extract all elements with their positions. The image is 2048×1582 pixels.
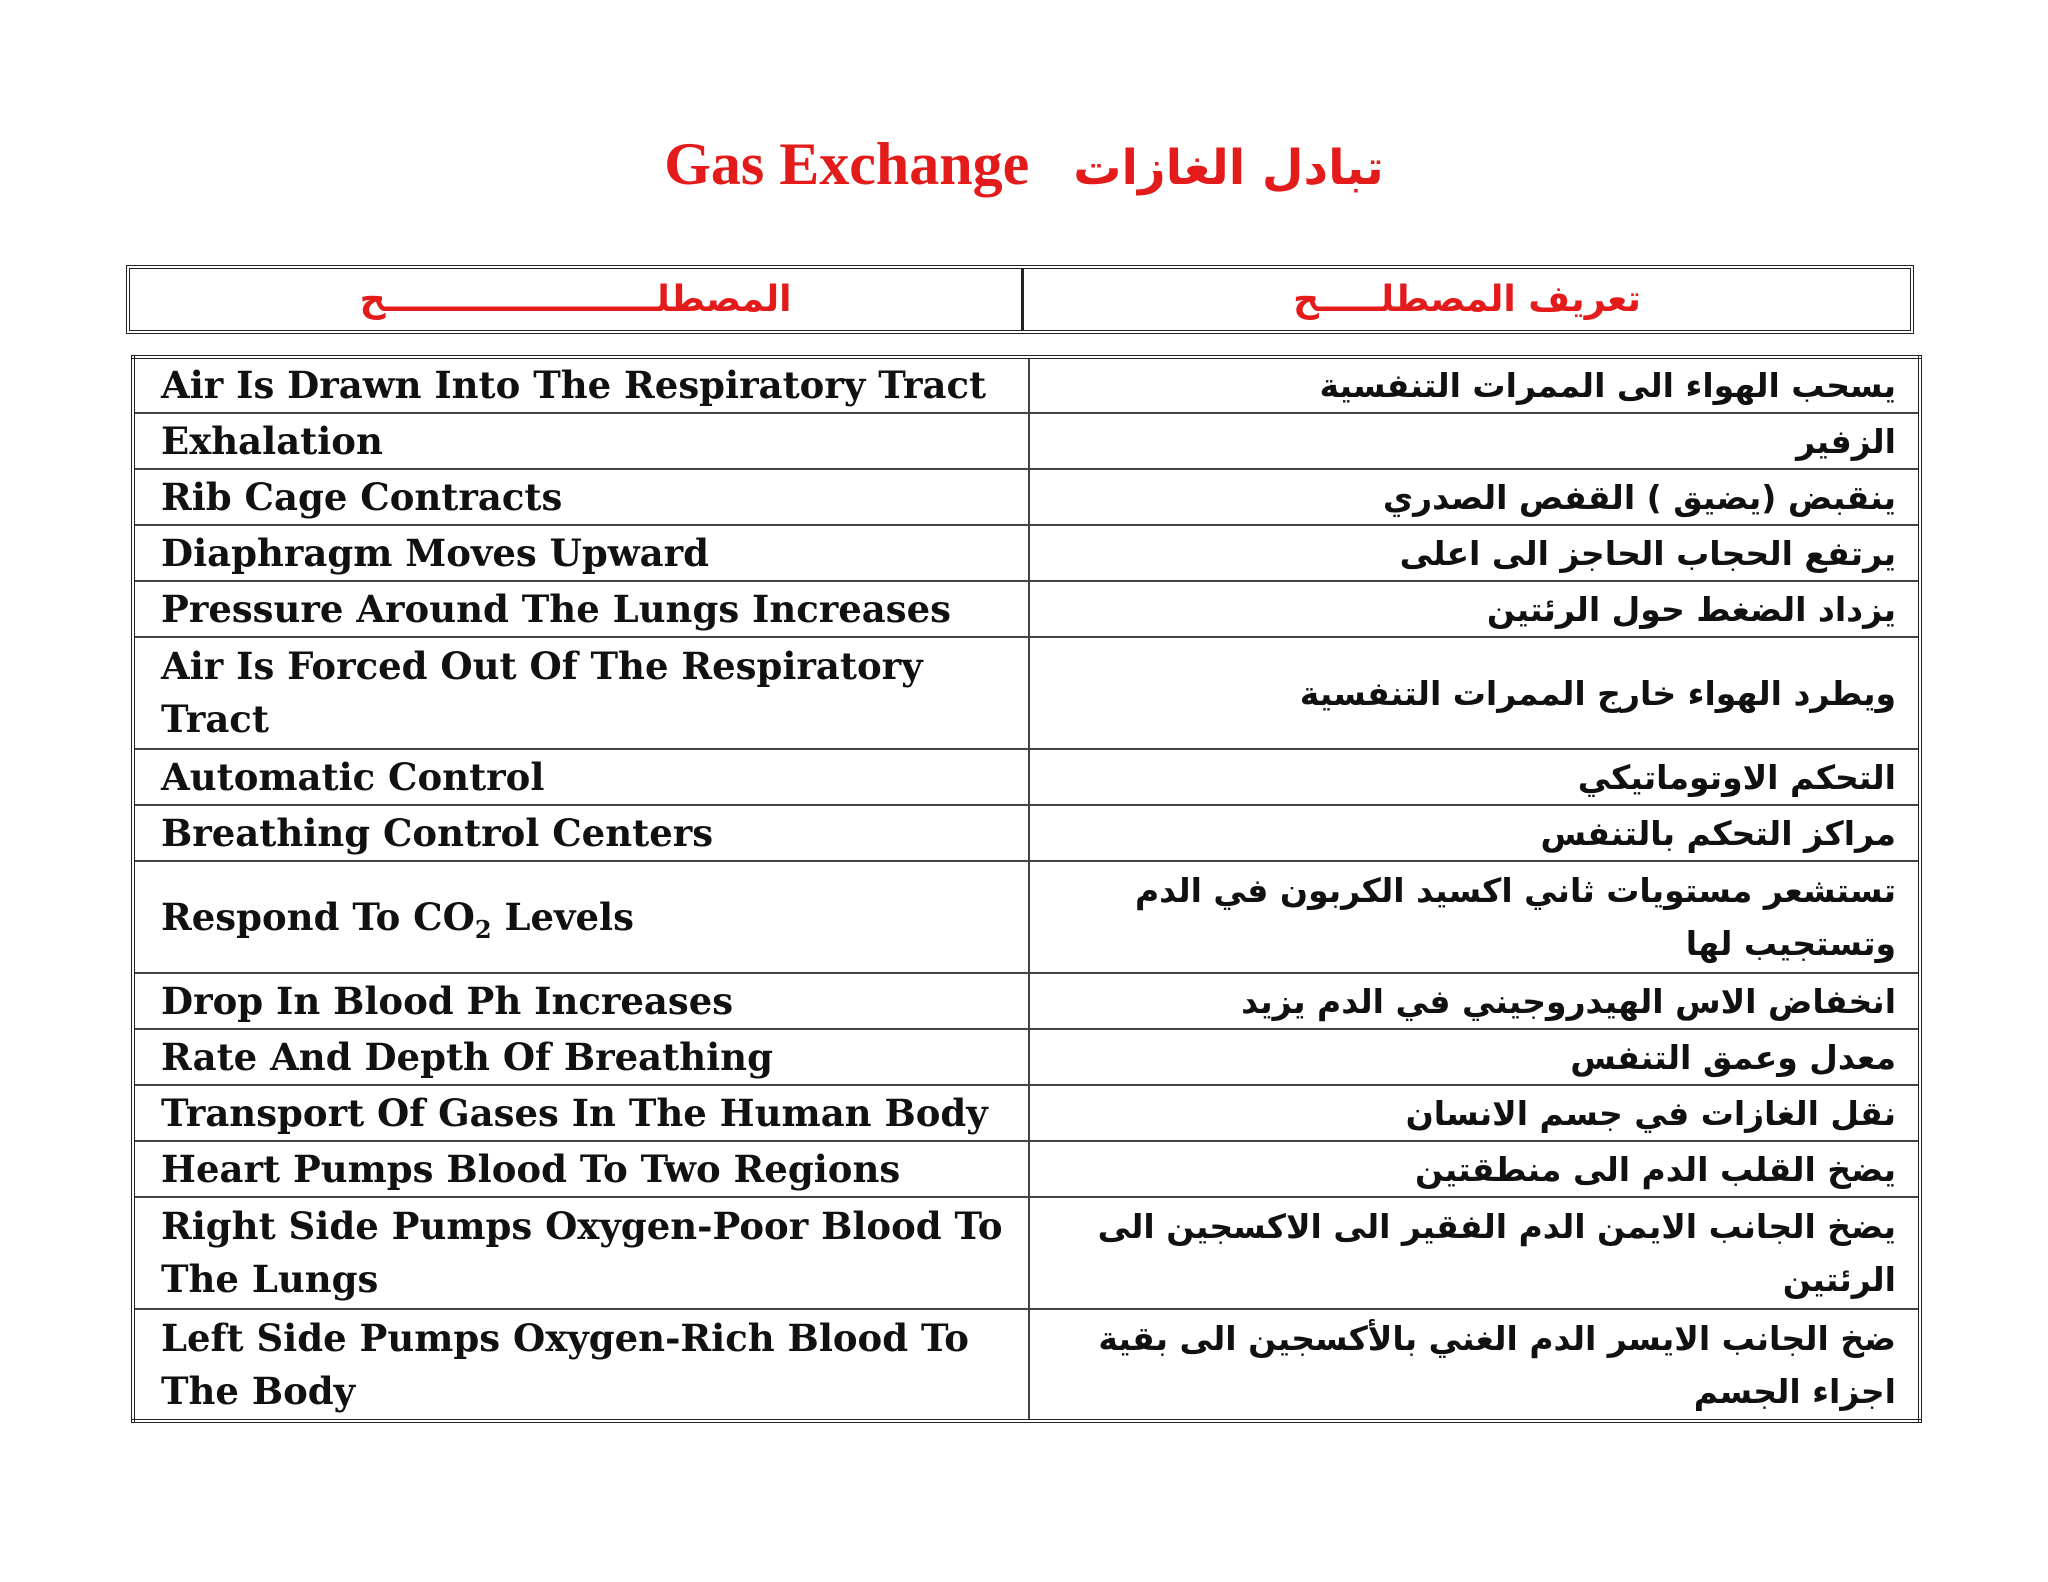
term-cell: Air Is Forced Out Of The Respiratory Tract <box>133 637 1029 749</box>
definition-cell: يرتفع الحجاب الحاجز الى اعلى <box>1029 525 1920 581</box>
table-row <box>133 1029 1920 1085</box>
table-row <box>133 861 1920 973</box>
table-row <box>133 637 1920 749</box>
table-row <box>133 413 1920 469</box>
definition-cell: ينقبض (يضيق ) القفص الصدري <box>1029 469 1920 525</box>
title-arabic: تبادل الغازات <box>1073 140 1384 196</box>
definition-cell: نقل الغازات في جسم الانسان <box>1029 1085 1920 1141</box>
glossary-table <box>131 355 1922 1423</box>
term-cell: Right Side Pumps Oxygen-Poor Blood To The Lungs <box>133 1197 1029 1309</box>
page-title <box>0 124 2048 208</box>
definition-cell: انخفاض الاس الهيدروجيني في الدم يزيد <box>1029 973 1920 1029</box>
term-cell: Air Is Drawn Into The Respiratory Tract <box>133 357 1029 413</box>
definition-cell: التحكم الاوتوماتيكي <box>1029 749 1920 805</box>
term-cell: Diaphragm Moves Upward <box>133 525 1029 581</box>
co2-suffix: Levels <box>491 894 634 939</box>
table-row <box>133 1085 1920 1141</box>
header-table <box>126 265 1914 334</box>
table-row <box>133 469 1920 525</box>
table-row <box>133 1197 1920 1309</box>
table-row <box>133 1309 1920 1421</box>
table-row <box>133 749 1920 805</box>
term-cell: Drop In Blood Ph Increases <box>133 973 1029 1029</box>
co2-subscript: 2 <box>474 914 492 944</box>
term-cell: Rib Cage Contracts <box>133 469 1029 525</box>
term-cell: Transport Of Gases In The Human Body <box>133 1085 1029 1141</box>
definition-cell: يزداد الضغط حول الرئتين <box>1029 581 1920 637</box>
table-row <box>133 805 1920 861</box>
term-cell: Pressure Around The Lungs Increases <box>133 581 1029 637</box>
table-row <box>133 525 1920 581</box>
definition-cell: تستشعر مستويات ثاني اكسيد الكربون في الدم وتستجيب لها <box>1029 861 1920 973</box>
table-row <box>133 581 1920 637</box>
term-cell: Rate And Depth Of Breathing <box>133 1029 1029 1085</box>
title-english: Gas Exchange <box>664 131 1030 197</box>
definition-cell: ويطرد الهواء خارج الممرات التنفسية <box>1029 637 1920 749</box>
term-cell: Exhalation <box>133 413 1029 469</box>
definition-cell: يضخ الجانب الايمن الدم الفقير الى الاكسجين الى الرئتين <box>1029 1197 1920 1309</box>
term-cell: Breathing Control Centers <box>133 805 1029 861</box>
table-row <box>133 357 1920 413</box>
definition-cell: يسحب الهواء الى الممرات التنفسية <box>1029 357 1920 413</box>
definition-cell: ضخ الجانب الايسر الدم الغني بالأكسجين الى بقية اجزاء الجسم <box>1029 1309 1920 1421</box>
term-cell: Automatic Control <box>133 749 1029 805</box>
table-row <box>133 973 1920 1029</box>
definition-cell: يضخ القلب الدم الى منطقتين <box>1029 1141 1920 1197</box>
co2-prefix: Respond To CO <box>161 894 475 939</box>
definition-cell: مراكز التحكم بالتنفس <box>1029 805 1920 861</box>
definition-cell: معدل وعمق التنفس <box>1029 1029 1920 1085</box>
term-column-header: المصطلــــــــــــــــــــــح <box>130 269 1024 330</box>
term-cell: Left Side Pumps Oxygen-Rich Blood To The Body <box>133 1309 1029 1421</box>
table-row <box>133 1141 1920 1197</box>
definition-column-header: تعريف المصطلـــــح <box>1293 279 1641 320</box>
definition-cell: الزفير <box>1029 413 1920 469</box>
term-cell <box>133 861 1029 973</box>
term-cell: Heart Pumps Blood To Two Regions <box>133 1141 1029 1197</box>
